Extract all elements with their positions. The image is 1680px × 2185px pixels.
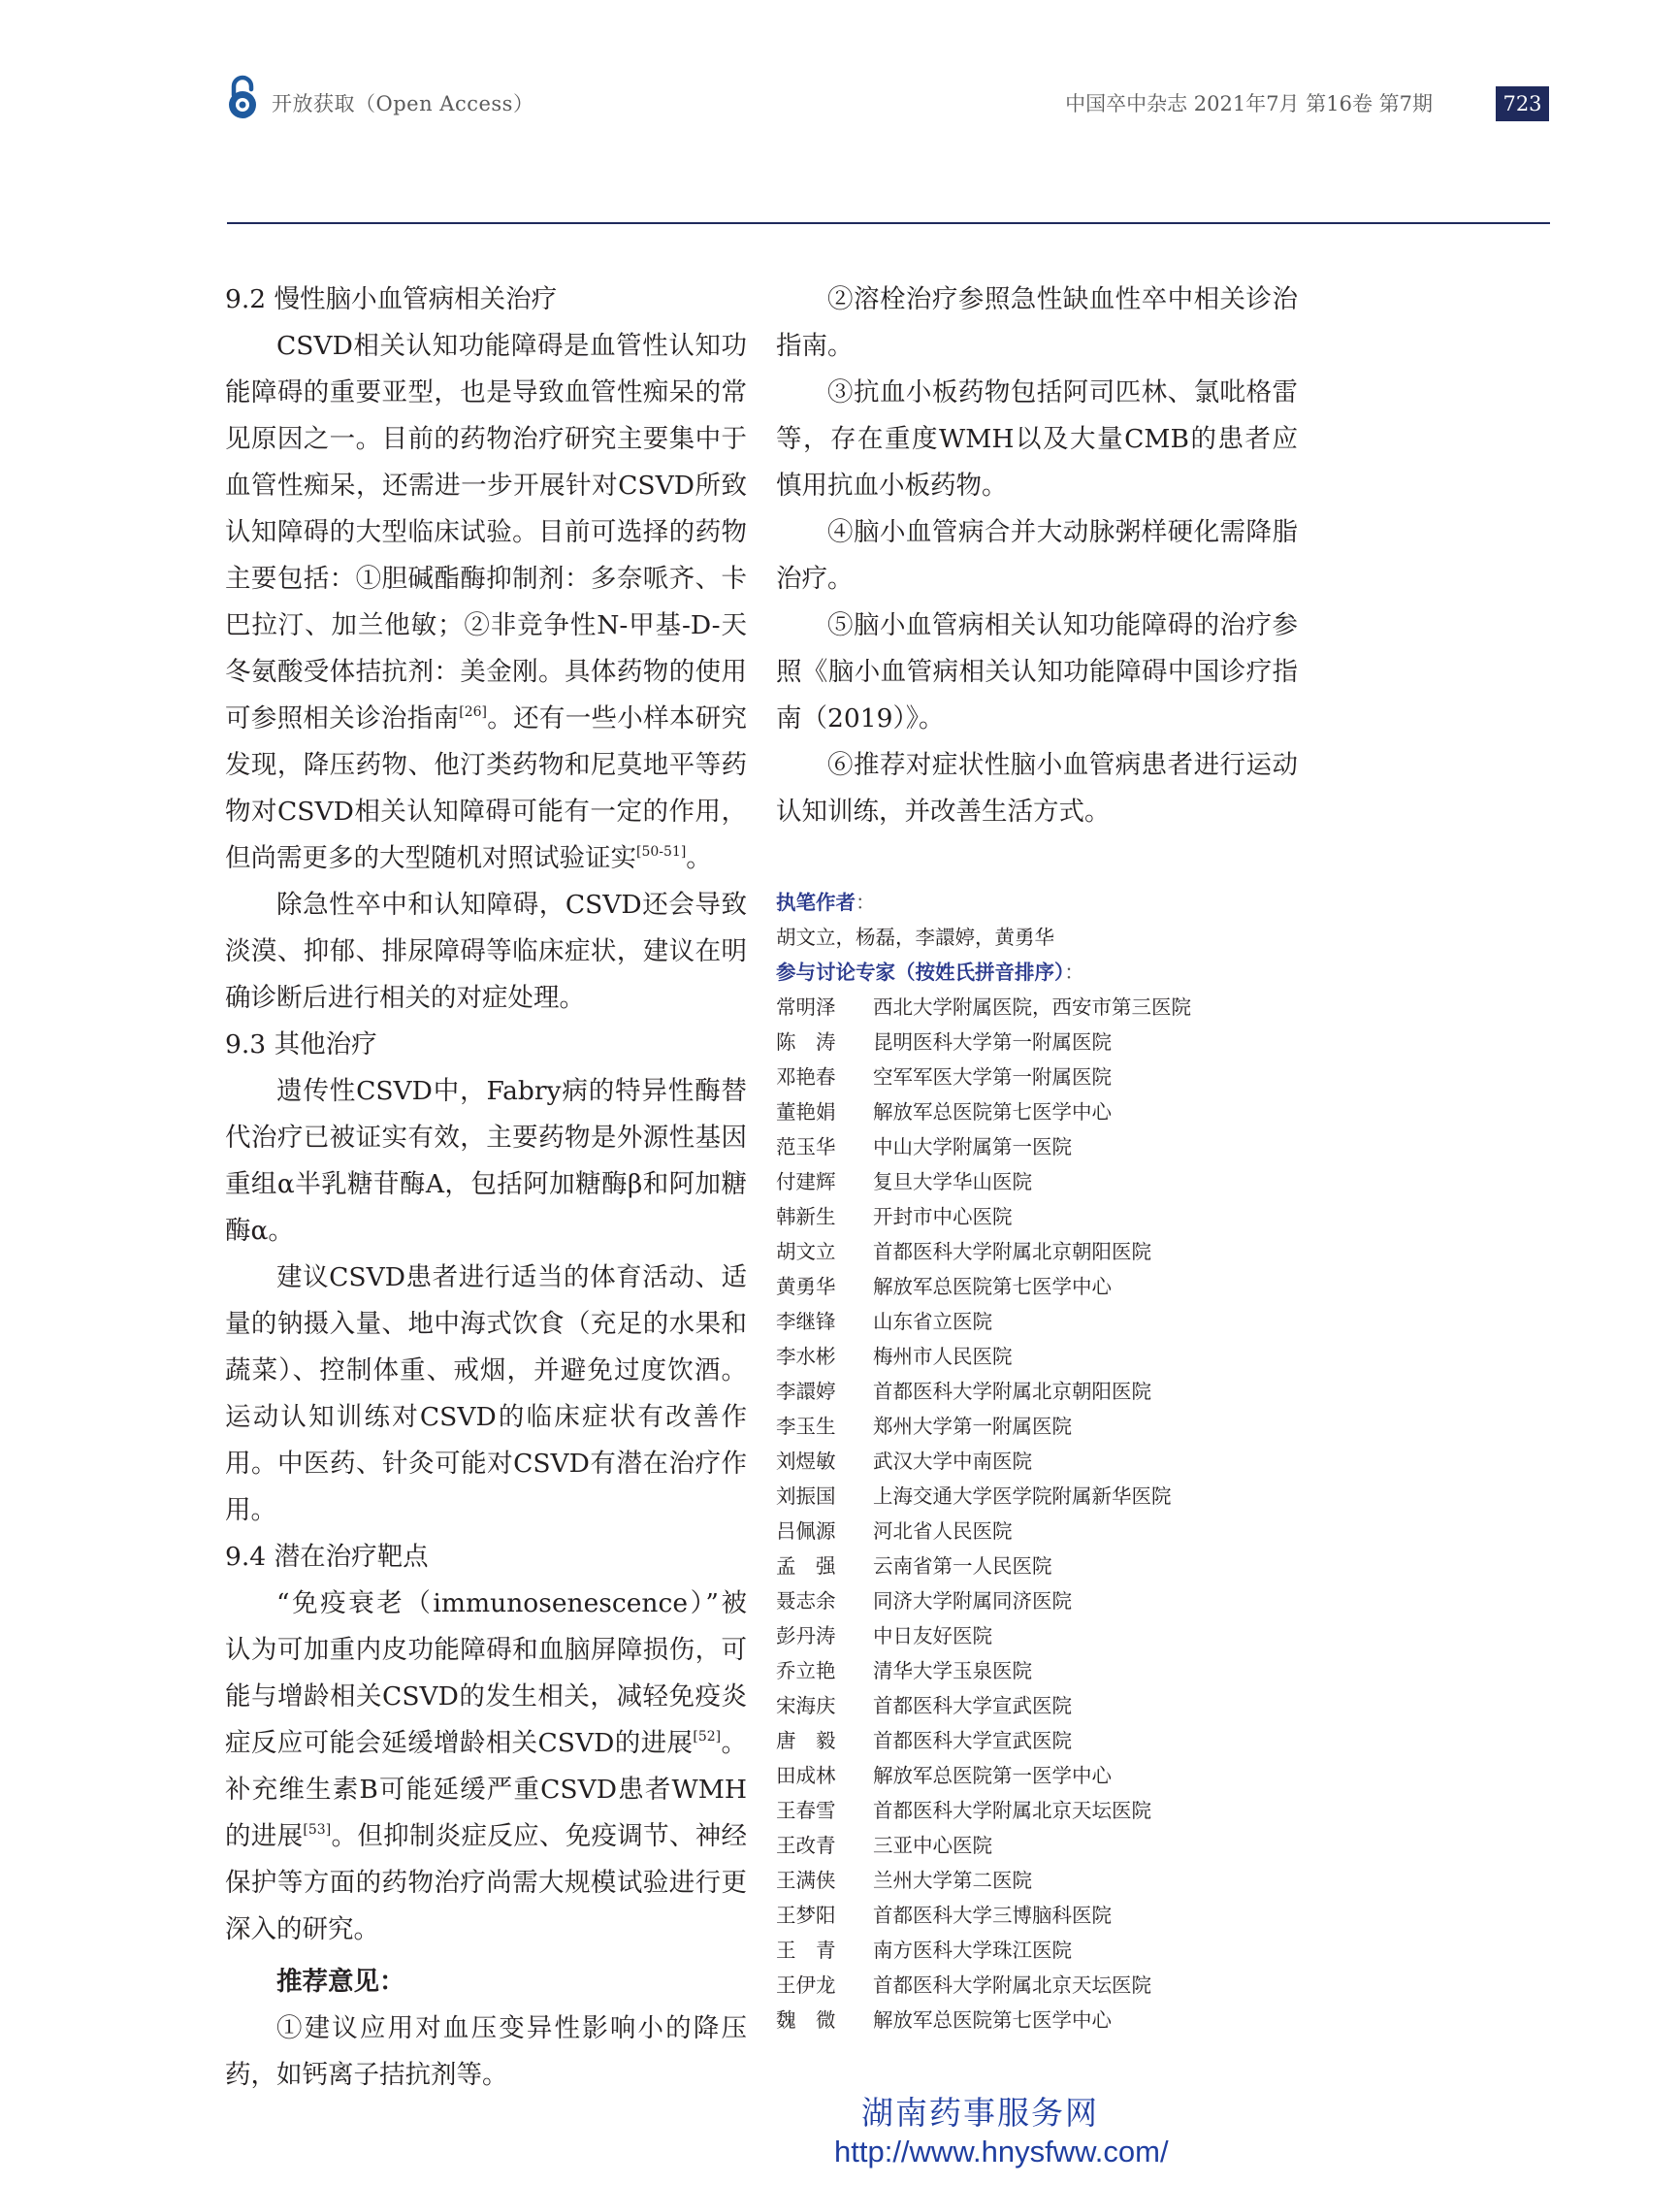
expert-name: 胡文立	[776, 1240, 836, 1263]
expert-name: 黄勇华	[776, 1275, 836, 1298]
expert-row	[776, 1094, 1319, 1129]
page-number: 723	[1496, 86, 1549, 121]
middle-column	[776, 277, 1298, 835]
paragraph-text: 。还有一些小样本研究发现，降压药物、他汀类药物和尼莫地平等药物对CSVD相关认知障碍可能有一定的作用，但尚需更多的大型随机对照试验证实	[225, 703, 748, 873]
writers-label: 执笔作者	[776, 891, 856, 914]
expert-row	[776, 1234, 1319, 1269]
expert-name: 唐 毅	[776, 1729, 836, 1752]
expert-institution: 开封市中心医院	[873, 1205, 1013, 1228]
expert-row	[776, 1793, 1319, 1828]
writers-heading: 执笔作者：	[776, 891, 876, 914]
expert-institution: 武汉大学中南医院	[873, 1450, 1032, 1473]
expert-row	[776, 1968, 1319, 2003]
section-heading: 9.4 潜在治疗靶点	[225, 1542, 429, 1572]
citation-ref: [26]	[459, 704, 487, 720]
expert-name: 王 青	[776, 1939, 836, 1962]
expert-name: 范玉华	[776, 1135, 836, 1158]
paragraph-text: ①建议应用对血压变异性影响小的降压药，如钙离子拮抗剂等。	[225, 2013, 747, 2090]
expert-row	[776, 1514, 1319, 1549]
authors-block	[776, 885, 1319, 2038]
expert-institution: 中山大学附属第一医院	[873, 1135, 1072, 1158]
paragraph-text: CSVD相关认知功能障碍是血管性认知功能障碍的重要亚型，也是导致血管性痴呆的常见原因之一。目前的药物治疗研究主要集中于血管性痴呆，还需进一步开展针对CSVD所致认知障碍的大型临床试验。目前可选择的药物主要包括：①胆碱酯酶抑制剂：多奈哌齐、卡巴拉汀、加兰他敏；②非竞争性N-甲基-D-天冬氨酸受体拮抗剂：美金刚。具体药物的使用可参照相关诊治指南	[225, 331, 747, 734]
writers-list: 胡文立，杨磊，李譞婷，黄勇华	[776, 926, 1054, 949]
expert-institution: 首都医科大学附属北京朝阳医院	[873, 1380, 1151, 1403]
expert-row	[776, 1479, 1319, 1514]
expert-institution: 清华大学玉泉医院	[873, 1659, 1032, 1682]
expert-institution: 中日友好医院	[873, 1624, 992, 1647]
expert-institution: 首都医科大学宣武医院	[873, 1729, 1072, 1752]
expert-institution: 兰州大学第二医院	[873, 1869, 1032, 1892]
journal-citation: 中国卒中杂志 2021年7月 第16卷 第7期	[1065, 92, 1433, 115]
section-heading: 9.2 慢性脑小血管病相关治疗	[225, 284, 558, 314]
watermark-site-name: 湖南药事服务网	[861, 2095, 1099, 2131]
expert-name: 刘振国	[776, 1484, 836, 1508]
paragraph-text: 。但抑制炎症反应、免疫调节、神经保护等方面的药物治疗尚需大规模试验进行更深入的研究。	[225, 1821, 748, 1944]
expert-name: 彭丹涛	[776, 1624, 836, 1647]
expert-institution: 梅州市人民医院	[873, 1345, 1013, 1368]
expert-name: 田成林	[776, 1764, 836, 1787]
expert-name: 付建辉	[776, 1170, 836, 1193]
expert-row	[776, 1583, 1319, 1618]
section-heading: 9.3 其他治疗	[225, 1029, 377, 1060]
expert-name: 刘煜敏	[776, 1450, 836, 1473]
paragraph-text: 。补充维生素B可能延缓严重CSVD患者WMH的进展	[225, 1728, 747, 1851]
expert-institution: 西北大学附属医院，西安市第三医院	[873, 995, 1191, 1019]
expert-row	[776, 1933, 1319, 1968]
body-paragraph	[225, 1068, 747, 1255]
expert-row	[776, 1164, 1319, 1199]
expert-row	[776, 1304, 1319, 1339]
expert-row	[776, 1339, 1319, 1374]
body-paragraph	[225, 2006, 747, 2099]
expert-row	[776, 1758, 1319, 1793]
expert-list	[776, 990, 1319, 2038]
expert-name: 王梦阳	[776, 1904, 836, 1927]
expert-name: 李譞婷	[776, 1380, 836, 1403]
expert-name: 魏 微	[776, 2008, 836, 2032]
expert-row	[776, 1618, 1319, 1653]
expert-institution: 同济大学附属同济医院	[873, 1589, 1072, 1613]
recommendation-item: ⑤脑小血管病相关认知功能障碍的治疗参照《脑小血管病相关认知功能障碍中国诊疗指南（2019）》。	[776, 610, 1298, 734]
expert-name: 李继锋	[776, 1310, 836, 1333]
expert-institution: 复旦大学华山医院	[873, 1170, 1032, 1193]
paragraph-text: 除急性卒中和认知障碍，CSVD还会导致淡漠、抑郁、排尿障碍等临床症状，建议在明确诊断后进行相关的对症处理。	[225, 890, 747, 1013]
page-header	[0, 0, 1680, 233]
expert-institution: 昆明医科大学第一附属医院	[873, 1030, 1112, 1054]
expert-name: 宋海庆	[776, 1694, 836, 1717]
expert-institution: 上海交通大学医学院附属新华医院	[873, 1484, 1172, 1508]
expert-name: 李水彬	[776, 1345, 836, 1368]
expert-name: 董艳娟	[776, 1100, 836, 1124]
expert-name: 王伊龙	[776, 1973, 836, 1997]
expert-row	[776, 1828, 1319, 1863]
body-paragraph	[225, 1255, 747, 1534]
paragraph-text: 建议CSVD患者进行适当的体育活动、适量的钠摄入量、地中海式饮食（充足的水果和蔬菜）、控制体重、戒烟，并避免过度饮酒。运动认知训练对CSVD的临床症状有改善作用。中医药、针灸可能对CSVD有潜在治疗作用。	[225, 1262, 747, 1525]
citation-ref: [52]	[693, 1729, 722, 1745]
expert-row	[776, 1444, 1319, 1479]
expert-name: 王满侠	[776, 1869, 836, 1892]
expert-institution: 解放军总医院第七医学中心	[873, 1100, 1112, 1124]
expert-row	[776, 1549, 1319, 1583]
paragraph-text: 。	[686, 843, 712, 873]
expert-name: 孟 强	[776, 1554, 836, 1578]
body-paragraph	[225, 882, 747, 1022]
expert-name: 乔立艳	[776, 1659, 836, 1682]
expert-name: 王春雪	[776, 1799, 836, 1822]
expert-institution: 首都医科大学附属北京天坛医院	[873, 1973, 1151, 1997]
expert-institution: 山东省立医院	[873, 1310, 992, 1333]
left-column	[225, 277, 747, 2099]
expert-institution: 首都医科大学附属北京朝阳医院	[873, 1240, 1151, 1263]
expert-institution: 南方医科大学珠江医院	[873, 1939, 1072, 1962]
expert-row	[776, 1025, 1319, 1060]
paragraph-text: “免疫衰老（immunosenescence）”被认为可加重内皮功能障碍和血脑屏障损伤，可能与增龄相关CSVD的发生相关，减轻免疫炎症反应可能会延缓增龄相关CSVD的进展	[225, 1588, 747, 1758]
expert-row	[776, 2003, 1319, 2038]
expert-row	[776, 1688, 1319, 1723]
expert-name: 王改青	[776, 1834, 836, 1857]
recommendation-item: ③抗血小板药物包括阿司匹林、氯吡格雷等，存在重度WMH以及大量CMB的患者应慎用抗血小板药物。	[776, 377, 1298, 501]
expert-institution: 首都医科大学附属北京天坛医院	[873, 1799, 1151, 1822]
watermark-footer	[834, 2094, 1169, 2171]
citation-ref: [53]	[303, 1822, 332, 1838]
expert-row	[776, 1374, 1319, 1409]
expert-row	[776, 1060, 1319, 1094]
expert-row	[776, 1723, 1319, 1758]
expert-name: 李玉生	[776, 1415, 836, 1438]
body-paragraph	[225, 323, 747, 882]
watermark-url[interactable]: http://www.hnysfww.com/	[834, 2135, 1169, 2169]
open-access-label: 开放获取（Open Access）	[272, 92, 534, 115]
expert-name: 陈 涛	[776, 1030, 836, 1054]
open-access-icon	[225, 74, 260, 120]
expert-row	[776, 1129, 1319, 1164]
expert-institution: 空军军医大学第一附属医院	[873, 1065, 1112, 1089]
expert-name: 韩新生	[776, 1205, 836, 1228]
recommendation-item: ④脑小血管病合并大动脉粥样硬化需降脂治疗。	[776, 517, 1298, 594]
header-rule	[227, 222, 1550, 224]
expert-institution: 解放军总医院第七医学中心	[873, 1275, 1112, 1298]
expert-institution: 解放军总医院第七医学中心	[873, 2008, 1112, 2032]
expert-name: 邓艳春	[776, 1065, 836, 1089]
experts-heading: 参与讨论专家（按姓氏拼音排序）：	[776, 961, 1084, 984]
recommendation-item: ⑥推荐对症状性脑小血管病患者进行运动认知训练，并改善生活方式。	[776, 750, 1298, 827]
expert-row	[776, 1409, 1319, 1444]
expert-row	[776, 990, 1319, 1025]
expert-name: 常明泽	[776, 995, 836, 1019]
expert-institution: 首都医科大学三博脑科医院	[873, 1904, 1112, 1927]
recommendation-heading: 推荐意见：	[276, 1967, 405, 1997]
body-paragraph	[225, 1581, 747, 1953]
expert-institution: 三亚中心医院	[873, 1834, 992, 1857]
citation-ref: [50-51]	[636, 844, 687, 860]
expert-institution: 郑州大学第一附属医院	[873, 1415, 1072, 1438]
paragraph-text: 遗传性CSVD中，Fabry病的特异性酶替代治疗已被证实有效，主要药物是外源性基因重组α半乳糖苷酶A，包括阿加糖酶β和阿加糖酶α。	[225, 1076, 747, 1246]
experts-label: 参与讨论专家（按姓氏拼音排序）	[776, 961, 1065, 984]
expert-name: 吕佩源	[776, 1519, 836, 1543]
expert-row	[776, 1269, 1319, 1304]
expert-name: 聂志余	[776, 1589, 836, 1613]
expert-institution: 解放军总医院第一医学中心	[873, 1764, 1112, 1787]
recommendation-item: ②溶栓治疗参照急性缺血性卒中相关诊治指南。	[776, 284, 1298, 361]
expert-row	[776, 1199, 1319, 1234]
expert-row	[776, 1898, 1319, 1933]
expert-row	[776, 1863, 1319, 1898]
expert-institution: 河北省人民医院	[873, 1519, 1013, 1543]
expert-row	[776, 1653, 1319, 1688]
expert-institution: 云南省第一人民医院	[873, 1554, 1052, 1578]
expert-institution: 首都医科大学宣武医院	[873, 1694, 1072, 1717]
